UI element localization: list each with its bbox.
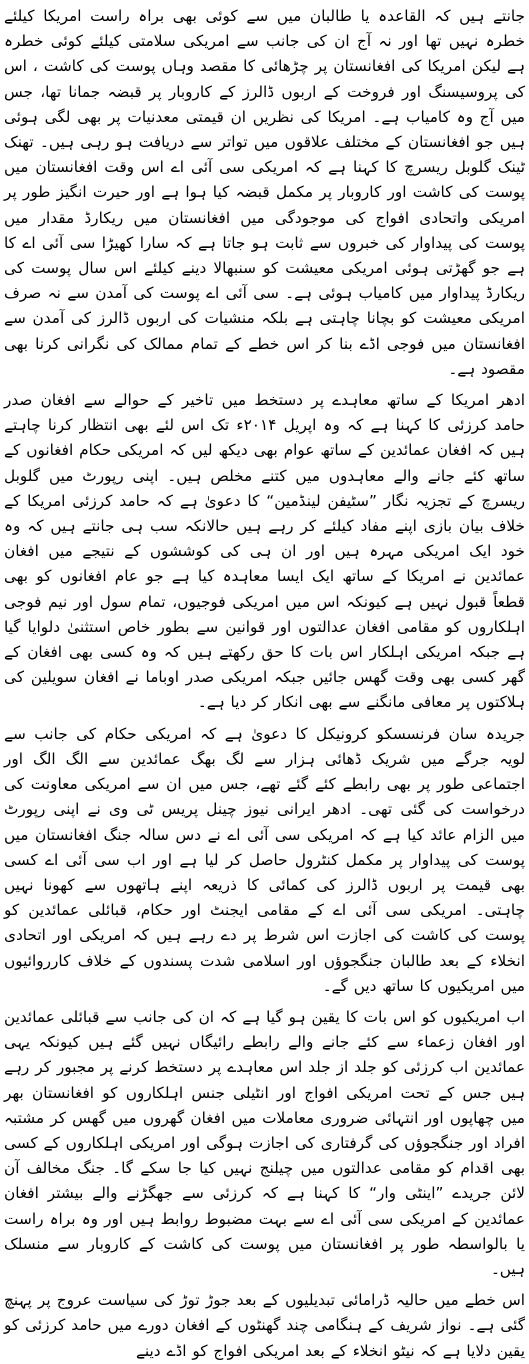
paragraph: جریدہ سان فرنسسکو کرونیکل کا دعویٰ ہے کہ امریکی حکام کی جانب سے لویہ جرگے میں شریک ڈھائی ہزار سے لگ بھگ عمائدین سے الگ الگ اور اجتماعی طور پر بھی رابطے کئے گئے تھے، جس میں ان سے امریکی معاونت کی درخواست کی گئی تھی۔ ادھر ایرانی نیوز چینل پریس ٹی وی نے اپنی رپورٹ میں الزام عائد کیا ہے کہ امریکی سی آئی اے نے دس سالہ جنگ افغانستان میں پوست کی پیداوار پر مکمل کنٹرول حاصل کر لیا ہے اور اب سی آئی اے کسی بھی قیمت پر اربوں ڈالرز کی کمائی کا ذریعہ اپنے ہاتھوں سے کھونا نہیں چاہتی۔ امریکی سی آئی اے کے مقامی ایجنٹ اور حکام، قبائلی عمائدین کو پوست کی کاشت کی اجازت اس شرط پر دے رہے ہیں کہ امریکی اور اتحادی انخلاء کے بعد طالبان جنگجوؤں اور اسلامی شدت پسندوں کے خلاف کارروائیوں میں امریکیوں کا ساتھ دیں گے۔ — [4, 724, 525, 995]
article-body — [4, 4, 526, 1360]
paragraph: ادھر امریکا کے ساتھ معاہدے پر دستخط میں تاخیر کے حوالے سے افغان صدر حامد کرزئی کا کہنا ہے کہ وہ اپریل ۲۰۱۴ء تک اس لئے بھی انتظار کرنا چاہتے ہیں کہ افغان عمائدین کے ساتھ عوام بھی دیکھ لیں کہ امریکی حکام افغانوں کے ساتھ کئے جانے والے معاہدوں میں کتنے مخلص ہیں۔ اپنی رپورٹ میں گلوبل ریسرچ کے تجزیہ نگار ”سٹیفن لینڈمین“ کا دعویٰ ہے کہ حامد کرزئی امریکا کے خلاف بیان بازی اپنے مفاد کیلئے کر رہے ہیں حالانکہ سب ہی جانتے ہیں کہ وہ خود ایک امریکی مہرہ ہیں اور ان ہی کی کوششوں کے نتیجے میں افغان عمائدین نے امریکا کے ساتھ ایک ایسا معاہدہ کیا ہے جو عام افغانوں کو بھی قطعاً قبول نہیں ہے کیونکہ اس میں امریکی فوجیوں، تمام سول اور نیم فوجی اہلکاروں کو مقامی افغان عدالتوں اور قوانین سے بطور خاص استثنیٰ دلوایا گیا ہے جبکہ امریکی اہلکار اس بات کا حق رکھتے ہیں کہ وہ کسی بھی افغان کے گھر کسی بھی وقت گھس جائیں جبکہ امریکی صدر اوباما نے افغان سویلین کی ہلاکتوں پر معافی مانگنے سے بھی انکار کر دیا ہے۔ — [4, 391, 526, 712]
paragraph: اب امریکیوں کو اس بات کا یقین ہو گیا ہے کہ ان کی جانب سے قبائلی عمائدین اور افغان زعماء سے کئے جانے والے رابطے رائیگاں نہیں گئے ہیں کیونکہ یہی عمائدین اب کرزئی کو جلد از جلد اس معاہدے پر دستخط کرنے پر مجبور کر رہے ہیں جس کے تحت امریکی افواج اور انٹیلی جنس اہلکاروں کو افغانستان بھر میں چھاپوں اور انتہائی ضروری معاملات میں افغان گھروں میں گھس کر مشتبہ افراد اور جنگجوؤں کی گرفتاری کی اجازت ہوگی اور امریکی اہلکاروں کے کسی بھی اقدام کو مقامی عدالتوں میں چیلنج نہیں کیا جا سکے گا۔ جنگ مخالف آن لائن جریدے ”اینٹی وار“ کا کہنا ہے کہ کرزئی سے جھگڑنے والے بیشتر افغان عمائدین کے امریکی سی آئی اے سے بہت مضبوط روابط ہیں اور وہ براہ راست یا بالواسطہ طور پر افغانستان میں پوست کی کاشت کے کاروبار سے منسلک ہیں۔ — [4, 1007, 525, 1278]
paragraph: جانتے ہیں کہ القاعدہ یا طالبان میں سے کوئی بھی براہ راست امریکا کیلئے خطرہ نہیں تھا اور نہ آج ان کی جانب سے امریکی سلامتی کیلئے کوئی خطرہ ہے لیکن امریکا کی افغانستان پر چڑھائی کا مقصد وہاں پوست کی کاشت ، اس کی پروسیسنگ اور فروخت کے اربوں ڈالرز کے کاروبار پر قبضہ جمانا تھا، جس میں آج وہ کامیاب ہے۔ امریکا کی نظریں ان قیمتی معدنیات پر بھی لگی ہوئی ہیں جو افغانستان کے مختلف علاقوں میں تواتر سے دریافت ہو رہی ہیں۔ تھنک ٹینک گلوبل ریسرچ کا کہنا ہے کہ امریکی سی آئی اے اس وقت افغانستان میں پوست کی کاشت اور کاروبار پر مکمل قبضہ کیا ہوا ہے اور حیرت انگیز طور پر امریکی واتحادی افواج کی موجودگی میں افغانستان میں ریکارڈ مقدار میں پوست کی پیداوار کی خبروں سے ثابت ہو جاتا ہے کہ سارا کھیڑا سی آئی اے کا ہے جو گھڑتی ہوئی امریکی معیشت کو سنبھالا دینے کیلئے اس سال پوست کی ریکارڈ پیداوار میں کامیاب ہوئی ہے۔ سی آئی اے پوست کی آمدن سے نہ صرف امریکی معیشت کو بچانا چاہتی ہے بلکہ منشیات کی اربوں ڈالرز کی آمدن سے افغانستان میں فوجی اڈے بنا کر اس خطے کے تمام ممالک کی نگرانی کرنا بھی مقصود ہے۔ — [4, 7, 525, 378]
paragraph: اس خطے میں حالیہ ڈرامائی تبدیلیوں کے بعد جوڑ توڑ کی سیاست عروج پر پہنچ گئی ہے۔ نواز شریف کے ہنگامی چند گھنٹوں کے افغان دورے میں حامد کرزئی کو یقین دلایا ہے کہ نیٹو انخلاء کے بعد امریکی افواج کو اڈے دینے — [4, 1291, 525, 1360]
